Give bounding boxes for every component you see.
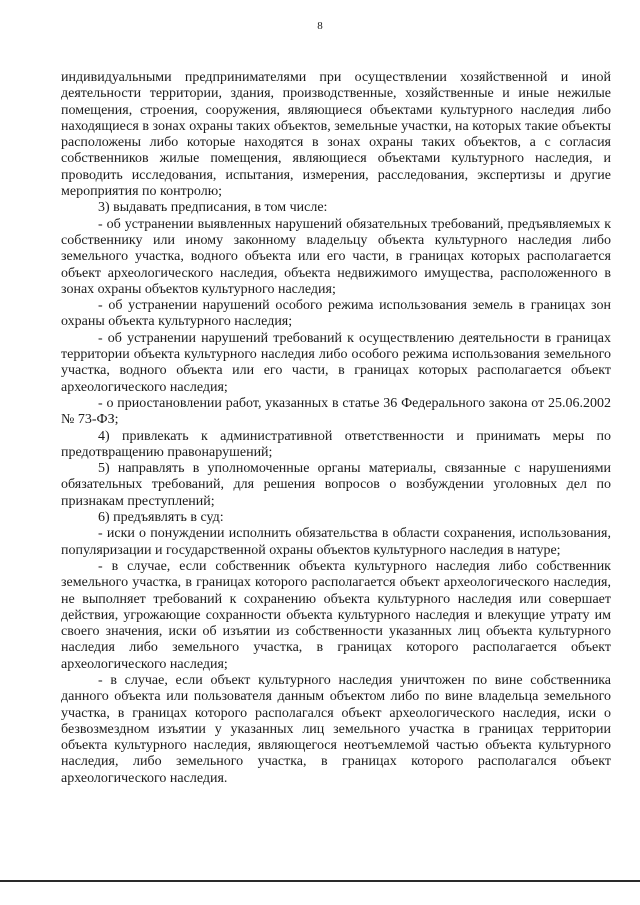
paragraph-4: - об устранении нарушений особого режима использования земель в границах зон охраны объекта культурного наследия; <box>61 298 611 330</box>
paragraph-3: - об устранении выявленных нарушений обязательных требований, предъявляемых к собственнику или иному законному владельцу объекта культурного наследия либо земельного участка, водного объекта или его части, в границах которых располагается объект археологического наследия, объекта недвижимого имущества, расположенного в зонах охраны объектов культурного наследия; <box>61 216 611 297</box>
paragraph-7: 4) привлекать к административной ответственности и принимать меры по предотвращению правонарушений; <box>61 428 611 460</box>
document-text <box>61 70 611 787</box>
bottom-divider-line <box>0 880 640 882</box>
paragraph-11: - в случае, если собственник объекта культурного наследия либо собственник земельного участка, в границах которого располагается объект археологического наследия, не выполняет требований к сохранению объекта культурного наследия или совершает действия, угрожающие сохранности объекта культурного наследия и влекущие утрату им своего значения, иски об изъятии из собственности указанных лиц объекта культурного наследия либо земельного участка, в границах которого располагается объект археологического наследия; <box>61 558 611 672</box>
paragraph-8: 5) направлять в уполномоченные органы материалы, связанные с нарушениями обязательных требований, для решения вопросов о возбуждении уголовных дел по признакам преступлений; <box>61 461 611 509</box>
paragraph-10: - иски о понуждении исполнить обязательства в области сохранения, использования, популяризации и государственной охраны объектов культурного наследия в натуре; <box>61 526 611 558</box>
paragraph-5: - об устранении нарушений требований к осуществлению деятельности в границах территории объекта культурного наследия либо особого режима использования земельного участка, водного объекта или его части, в границах которых располагается объект археологического наследия; <box>61 330 611 395</box>
page-number: 8 <box>317 20 323 32</box>
paragraph-1: индивидуальными предпринимателями при осуществлении хозяйственной и иной деятельности территории, здания, производственные, хозяйственные и иные нежилые помещения, строения, сооружения, являющиеся объектами культурного наследия либо находящиеся в зонах охраны таких объектов, земельные участки, на которых такие объекты расположены либо которые находятся в зонах охраны таких объектов, а с согласия собственников жилые помещения, являющиеся объектами культурного наследия, и проводить исследования, испытания, измерения, расследования, экспертизы и другие мероприятия по контролю; <box>61 70 611 200</box>
paragraph-9: 6) предъявлять в суд: <box>98 510 224 526</box>
paragraph-12: - в случае, если объект культурного наследия уничтожен по вине собственника данного объекта или пользователя данным объектом либо по вине владельца земельного участка, в границах которого располагался объект археологического наследия, иски о безвозмездном изъятии у указанных лиц земельного участка в границах территории объекта культурного наследия, являющегося неотъемлемой частью объекта культурного наследия, либо земельного участка, в границах которого располагался объект археологического наследия. <box>61 672 611 786</box>
paragraph-6: - о приостановлении работ, указанных в статье 36 Федерального закона от 25.06.2002 № 73-ФЗ; <box>61 395 611 428</box>
paragraph-2: 3) выдавать предписания, в том числе: <box>98 200 328 216</box>
